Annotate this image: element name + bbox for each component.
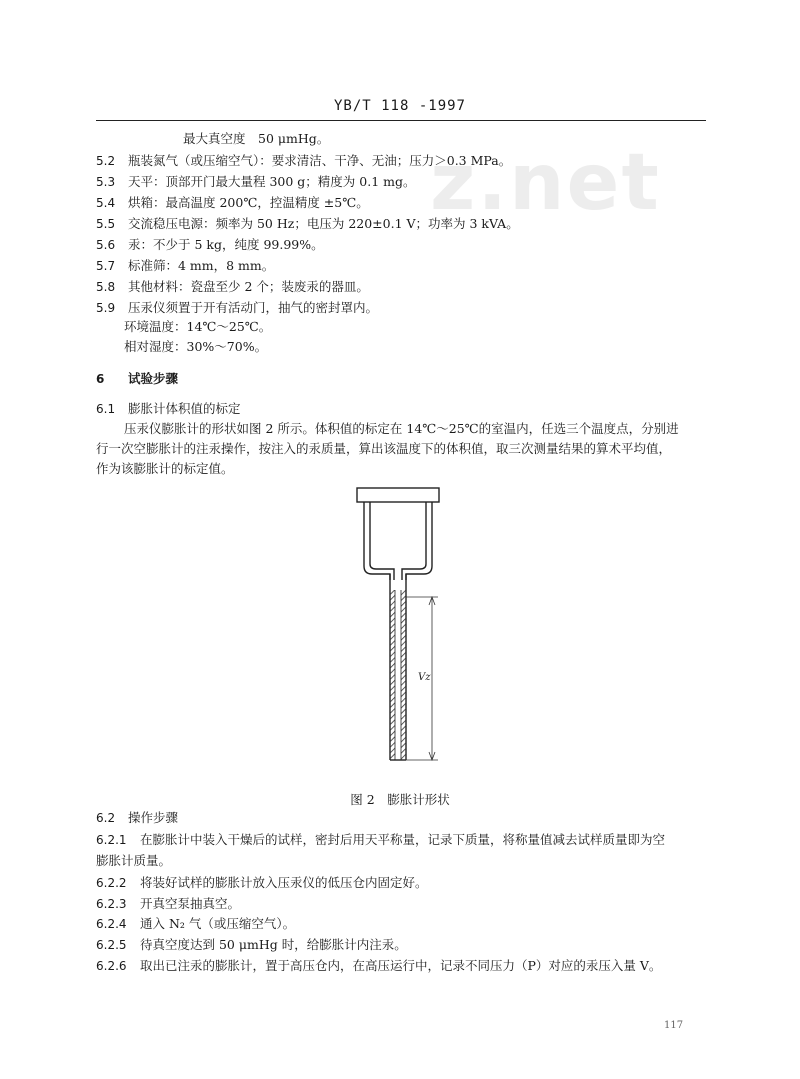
item-5-9: 5.9 压汞仪须置于开有活动门，抽气的密封罩内。 — [96, 300, 379, 315]
item-5-6: 5.6 汞：不少于 5 kg，纯度 99.99%。 — [96, 237, 324, 252]
dilatometer-outline — [357, 488, 439, 760]
item-5-2: 5.2 瓶装氮气（或压缩空气）：要求清洁、干净、无油；压力＞0.3 MPa。 — [96, 153, 512, 168]
page-number: 117 — [664, 1020, 684, 1031]
dilatometer-figure — [340, 480, 470, 770]
item-5-3: 5.3 天平：顶部开门最大量程 300 g；精度为 0.1 mg。 — [96, 174, 416, 189]
s61-paragraph-line-1: 压汞仪膨胀计的形状如图 2 所示。体积值的标定在 14℃～25℃的室温内，任选三个温度点，分别进 — [124, 421, 679, 436]
volume-label: Vz — [418, 672, 431, 683]
step-6-2-3: 6.2.3 开真空泵抽真空。 — [96, 896, 241, 911]
header-rule — [96, 120, 706, 121]
step-6-2-1-cont: 膨胀计质量。 — [96, 853, 172, 868]
section-6-1-heading: 6.1 膨胀计体积值的标定 — [96, 401, 241, 416]
step-6-2-4: 6.2.4 通入 N₂ 气（或压缩空气）。 — [96, 916, 296, 931]
item-5-8: 5.8 其他材料：瓷盘至少 2 个；装废汞的器皿。 — [96, 279, 369, 294]
section-6-heading: 6 试验步骤 — [96, 371, 179, 386]
capillary-wall-right — [401, 590, 406, 760]
s61-paragraph-line-2: 行一次空膨胀计的注汞操作，按注入的汞质量，算出该温度下的体积值，取三次测量结果的算术平均值， — [96, 441, 672, 456]
item-5-4: 5.4 烘箱：最高温度 200℃，控温精度 ±5℃。 — [96, 195, 369, 210]
step-6-2-1: 6.2.1 在膨胀计中装入干燥后的试样，密封后用天平称量，记录下质量，将称量值减去试样质量即为空 — [96, 832, 666, 847]
env-humidity: 相对湿度：30%～70%。 — [124, 339, 268, 354]
watermark: z.net — [430, 138, 661, 228]
page-header: YB/T 118 -1997 — [333, 98, 466, 114]
env-temperature: 环境温度：14℃～25℃。 — [124, 319, 272, 334]
s61-paragraph-line-3: 作为该膨胀计的标定值。 — [96, 461, 234, 476]
figure-caption: 图 2 膨胀计形状 — [350, 792, 450, 807]
step-6-2-5: 6.2.5 待真空度达到 50 μmHg 时，给膨胀计内注汞。 — [96, 937, 407, 952]
step-6-2-6: 6.2.6 取出已注汞的膨胀计，置于高压仓内，在高压运行中，记录不同压力（P）对应的汞压入量 V。 — [96, 958, 662, 973]
section-6-2-heading: 6.2 操作步骤 — [96, 810, 179, 825]
max-vacuum-line: 最大真空度 50 μmHg。 — [183, 131, 330, 146]
step-6-2-2: 6.2.2 将装好试样的膨胀计放入压汞仪的低压仓内固定好。 — [96, 875, 428, 890]
item-5-5: 5.5 交流稳压电源：频率为 50 Hz；电压为 220±0.1 V；功率为 3 kVA。 — [96, 216, 519, 231]
item-5-7: 5.7 标准筛：4 mm，8 mm。 — [96, 258, 275, 273]
capillary-wall-left — [390, 590, 395, 760]
